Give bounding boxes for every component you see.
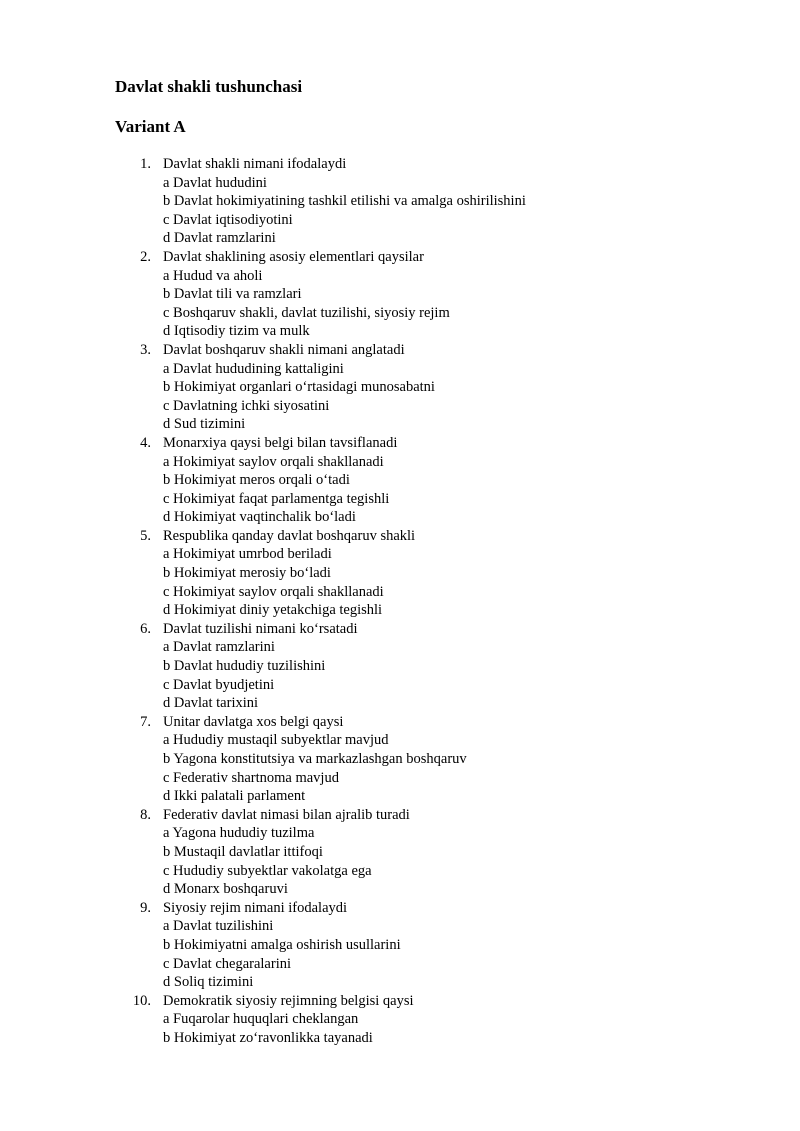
- answer-option: d Monarx boshqaruvi: [163, 881, 288, 898]
- question-item: [0, 899, 800, 992]
- answer-option: d Soliq tizimini: [163, 974, 254, 991]
- answer-option: a Fuqarolar huquqlari cheklangan: [163, 1011, 359, 1028]
- question-text: Siyosiy rejim nimani ifodalaydi: [163, 899, 348, 916]
- question-item: [0, 620, 800, 713]
- question-text: Davlat boshqaruv shakli nimani anglatadi: [163, 341, 405, 358]
- question-number: 5.: [140, 527, 151, 544]
- answer-option: b Davlat tili va ramzlari: [163, 286, 302, 303]
- question-item: [0, 434, 800, 527]
- answer-option: b Mustaqil davlatlar ittifoqi: [163, 843, 323, 860]
- answer-option: a Hokimiyat umrbod beriladi: [163, 546, 332, 563]
- answer-option: d Iqtisodiy tizim va mulk: [163, 323, 310, 340]
- question-text: Respublika qanday davlat boshqaruv shakli: [163, 527, 416, 544]
- answer-option: a Hokimiyat saylov orqali shakllanadi: [163, 453, 384, 470]
- answer-option: a Yagona hududiy tuzilma: [163, 825, 315, 842]
- answer-option: a Davlat hududining kattaligini: [163, 360, 344, 377]
- question-text: Unitar davlatga xos belgi qaysi: [163, 713, 344, 730]
- question-number: 6.: [140, 620, 151, 637]
- answer-option: c Davlat byudjetini: [163, 676, 275, 693]
- question-item: [0, 527, 800, 620]
- answer-option: b Hokimiyat zo‘ravonlikka tayanadi: [163, 1029, 373, 1046]
- question-text: Monarxiya qaysi belgi bilan tavsiflanadi: [163, 434, 398, 451]
- answer-option: b Hokimiyat merosiy bo‘ladi: [163, 565, 331, 582]
- question-item: [0, 155, 800, 248]
- answer-option: c Federativ shartnoma mavjud: [163, 769, 339, 786]
- question-number: 1.: [140, 156, 151, 172]
- question-item: [0, 806, 800, 899]
- document-title: Davlat shakli tushunchasi: [115, 77, 303, 96]
- answer-option: c Davlat chegaralarini: [163, 955, 292, 972]
- answer-option: c Boshqaruv shakli, davlat tuzilishi, siyosiy rejim: [163, 304, 450, 321]
- question-list: [0, 155, 800, 1048]
- answer-option: b Hokimiyat meros orqali o‘tadi: [163, 472, 350, 489]
- question-text: Demokratik siyosiy rejimning belgisi qaysi: [163, 992, 414, 1009]
- question-number: 3.: [140, 341, 151, 358]
- answer-option: d Ikki palatali parlament: [163, 788, 306, 805]
- question-number: 7.: [140, 713, 151, 730]
- question-item: [0, 713, 800, 806]
- question-number: 8.: [140, 806, 151, 823]
- question-item: [0, 992, 800, 1048]
- answer-option: c Hokimiyat saylov orqali shakllanadi: [163, 583, 384, 600]
- question-item: [0, 248, 800, 341]
- question-number: 10.: [132, 992, 151, 1009]
- answer-option: a Hududiy mustaqil subyektlar mavjud: [163, 732, 389, 749]
- answer-option: b Yagona konstitutsiya va markazlashgan boshqaruv: [163, 751, 467, 767]
- answer-option: b Davlat hokimiyatining tashkil etilishi va amalga oshirilishini: [163, 193, 526, 210]
- question-text: Davlat tuzilishi nimani ko‘rsatadi: [163, 620, 358, 637]
- variant-heading: Variant A: [115, 117, 186, 136]
- answer-option: a Hudud va aholi: [163, 267, 263, 284]
- answer-option: a Davlat hududini: [163, 174, 267, 191]
- answer-option: d Hokimiyat vaqtinchalik bo‘ladi: [163, 509, 356, 526]
- question-item: [0, 341, 800, 434]
- answer-option: a Davlat ramzlarini: [163, 639, 275, 656]
- answer-option: d Sud tizimini: [163, 416, 246, 433]
- question-number: 9.: [140, 899, 151, 916]
- answer-option: d Davlat tarixini: [163, 695, 259, 712]
- answer-option: c Davlatning ichki siyosatini: [163, 397, 330, 414]
- answer-option: b Hokimiyat organlari o‘rtasidagi munosabatni: [163, 379, 435, 396]
- answer-option: a Davlat tuzilishini: [163, 918, 274, 935]
- answer-option: c Hokimiyat faqat parlamentga tegishli: [163, 490, 390, 507]
- answer-option: b Hokimiyatni amalga oshirish usullarini: [163, 936, 401, 953]
- answer-option: d Hokimiyat diniy yetakchiga tegishli: [163, 602, 383, 619]
- question-text: Davlat shakli nimani ifodalaydi: [163, 156, 347, 172]
- answer-option: b Davlat hududiy tuzilishini: [163, 658, 326, 675]
- answer-option: c Davlat iqtisodiyotini: [163, 211, 293, 228]
- question-text: Federativ davlat nimasi bilan ajralib turadi: [163, 806, 410, 823]
- question-number: 2.: [140, 248, 151, 265]
- answer-option: d Davlat ramzlarini: [163, 230, 276, 247]
- question-number: 4.: [140, 434, 151, 451]
- question-text: Davlat shaklining asosiy elementlari qaysilar: [163, 248, 424, 265]
- answer-option: c Hududiy subyektlar vakolatga ega: [163, 862, 372, 879]
